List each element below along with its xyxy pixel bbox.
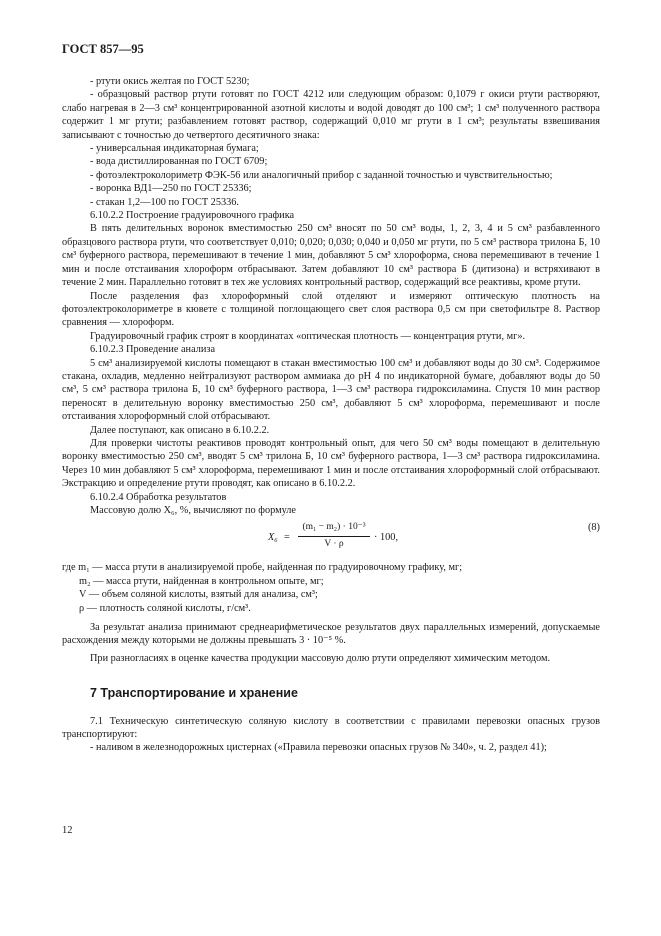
formula-fraction	[298, 521, 370, 551]
section-title: 7 Транспортирование и хранение	[90, 686, 298, 701]
subsection-heading: 6.10.2.3 Проведение анализа	[90, 344, 216, 356]
paragraph: После разделения фаз хлороформный слой отделяют и измеряют оптическую плотность на фотоэлектроколориметре в кювете с толщиной поглощающего свет слоя раствора 0,5 см при светофильтре 8. Раствор сравнения — хлороформ.	[62, 290, 600, 329]
paragraph: При разногласиях в оценке качества продукции массовую долю ртути определяют химическим методом.	[90, 652, 551, 664]
paragraph: 7.1 Техническую синтетическую соляную кислоту в соответствии с правилами перевозки опасных грузов транспортируют:	[62, 715, 600, 741]
formula-denominator: V · ρ	[324, 538, 344, 549]
legend-line: ρ — плотность соляной кислоты, г/см³.	[79, 602, 251, 614]
legend-line: V — объем соляной кислоты, взятый для анализа, см³;	[79, 589, 318, 601]
paragraph: 5 см³ анализируемой кислоты помещают в стакан вместимостью 100 см³ и добавляют воды до 30 см³. Содержимое стакана, охладив, медленно нейтрализуют раствором аммиака до pH 4 по индикаторной бумаге, добавляют воды до 50 см³, 5 см³ раствора трилона Б, 10 см³ буферного раствора, 1—3 см³ раствора гидроксиламина. Спустя 10 мин раствор переносят в делительную воронку вместимостью 250 см³, добавляют 5 см³ хлороформа, перемешивают и после отстаивания хлороформный слой отбрасывают.	[62, 357, 600, 423]
legend-line: m₂ — масса ртути, найденная в контрольном опыте, мг;	[79, 575, 324, 587]
legend-line: где m₁ — масса ртути в анализируемой пробе, найденная по градуировочному графику, мг;	[62, 562, 463, 574]
paragraph: Градуировочный график строят в координатах «оптическая плотность — концентрация ртути, мг».	[90, 330, 526, 342]
document-body	[62, 75, 600, 755]
page-number: 12	[62, 825, 73, 836]
paragraph: - наливом в железнодорожных цистернах («Правила перевозки опасных грузов № 340», ч. 2, раздел 41);	[90, 742, 547, 754]
subsection-heading: 6.10.2.2 Построение градуировочного графика	[90, 210, 295, 222]
formula-number: (8)	[587, 522, 600, 534]
paragraph: Массовую долю X₆, %, вычисляют по формуле	[90, 505, 297, 516]
paragraph: В пять делительных воронок вместимостью 250 см³ вносят по 50 см³ воды, 1, 2, 3, 4 и 5 см³ разбавленного образцового раствора ртути, что соответствует 0,010; 0,020; 0,030; 0,040 и 0,050 мг ртути, по 5 см³ раствора трилона Б, 10 см³ буферного раствора, перемешивают в течение 1 мин, добавляют 5 см³ хлороформа, снова перемешивают в течение 1 мин и после отстаивания хлороформ отбрасывают. Затем добавляют 10 см³ раствора Б (дитизона) и встряхивают в течение 2 мин. Параллельно готовят в тех же условиях контрольный раствор, содержащий все реактивы, кроме ртути.	[62, 223, 600, 289]
formula-8	[62, 521, 600, 555]
formula-lhs: X₆	[268, 532, 278, 544]
paragraph: - воронка ВД1—250 по ГОСТ 25336;	[90, 183, 252, 195]
paragraph: Далее поступают, как описано в 6.10.2.2.	[90, 424, 270, 436]
paragraph: - стакан 1,2—100 по ГОСТ 25336.	[90, 196, 239, 208]
paragraph: - вода дистиллированная по ГОСТ 6709;	[90, 156, 268, 168]
paragraph: - образцовый раствор ртути готовят по ГОСТ 4212 или следующим образом: 0,1079 г окиси ртути растворяют, слабо нагревая в 2—3 см³ концентрированной азотной кислоты и водой доводят до 100 см³; 1 см³ полученного раствора содержит 1 мг ртути; разбавлением готовят раствор, содержащий 0,010 мг ртути в 1 см³; результаты взвешивания записывают с точностью до четвертого десятичного знака:	[62, 89, 600, 141]
paragraph: За результат анализа принимают среднеарифметическое результатов двух параллельных измерений, допускаемые расхождения между которыми не должны превышать 3 · 10⁻⁵ %.	[62, 622, 600, 647]
paragraph: - универсальная индикаторная бумага;	[90, 143, 259, 155]
document-header: ГОСТ 857—95	[62, 42, 144, 56]
subsection-heading: 6.10.2.4 Обработка результатов	[90, 491, 227, 503]
formula-tail: · 100,	[374, 532, 399, 544]
paragraph: - фотоэлектроколориметр ФЭК-56 или аналогичный прибор с заданной точностью и чувствительностью;	[90, 169, 553, 181]
paragraph: Для проверки чистоты реактивов проводят контрольный опыт, для чего 50 см³ воды помещают в делительную воронку вместимостью 250 см³, вводят 5 см³ трилона Б, 10 см³ буферного раствора, 1—3 см³ раствора гидроксиламина. Через 10 мин добавляют 5 см³ хлороформа, перемешивают 1 мин и после отстаивания хлороформный слой отбрасывают. Экстракцию и определение ртути проводят, как описано в 6.10.2.2.	[62, 437, 600, 490]
formula-equals: =	[284, 532, 290, 544]
paragraph: - ртути окись желтая по ГОСТ 5230;	[90, 76, 250, 87]
formula-numerator: (m₁ − m₂) · 10⁻³	[298, 521, 370, 536]
